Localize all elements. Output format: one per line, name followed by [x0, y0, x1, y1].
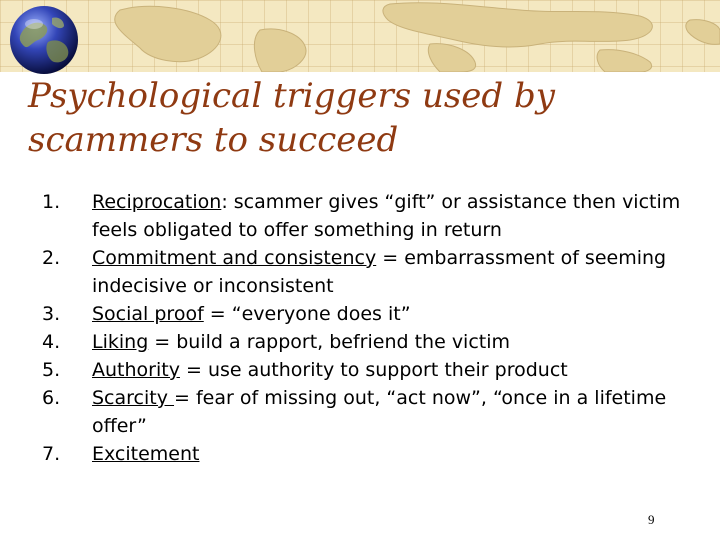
item-number: 6.	[42, 387, 61, 409]
item-term: Liking	[92, 331, 149, 353]
title-line-1: Psychological triggers used by	[28, 76, 555, 116]
list-item	[42, 188, 682, 244]
item-term: Excitement	[92, 443, 200, 465]
list-item	[42, 440, 682, 468]
item-text	[92, 188, 682, 244]
item-number: 3.	[42, 303, 61, 325]
item-description: = fear of missing out, “act now”, “once in a lifetime offer”	[92, 387, 667, 437]
item-text	[92, 328, 682, 356]
title-line-2: scammers to succeed	[28, 120, 399, 160]
globe-icon	[8, 4, 80, 76]
item-number: 5.	[42, 359, 61, 381]
trigger-list	[42, 188, 682, 468]
item-number: 7.	[42, 443, 61, 465]
item-description: = “everyone does it”	[203, 303, 411, 325]
item-number: 2.	[42, 247, 61, 269]
item-description: = use authority to support their product	[179, 359, 568, 381]
item-text	[92, 244, 682, 300]
page-number: 9	[648, 512, 655, 527]
item-text	[92, 300, 682, 328]
item-number: 4.	[42, 331, 61, 353]
item-term: Reciprocation	[92, 191, 222, 213]
list-item	[42, 328, 682, 356]
list-item	[42, 384, 682, 440]
item-text	[92, 440, 682, 468]
item-term: Social proof	[92, 303, 204, 325]
world-map-icon	[0, 0, 720, 72]
item-term: Authority	[92, 359, 180, 381]
item-text	[92, 384, 682, 440]
item-description: = build a rapport, befriend the victim	[148, 331, 511, 353]
item-description: : scammer gives “gift” or assistance then victim feels obligated to offer something in return	[92, 191, 681, 241]
list-item	[42, 356, 682, 384]
slide-title	[28, 74, 688, 162]
list-item	[42, 244, 682, 300]
item-term: Scarcity	[92, 387, 175, 409]
item-text	[92, 356, 682, 384]
item-description: = embarrassment of seeming indecisive or inconsistent	[92, 247, 667, 297]
header-banner	[0, 0, 720, 72]
item-term: Commitment and consistency	[92, 247, 377, 269]
list-item	[42, 300, 682, 328]
item-number: 1.	[42, 191, 61, 213]
